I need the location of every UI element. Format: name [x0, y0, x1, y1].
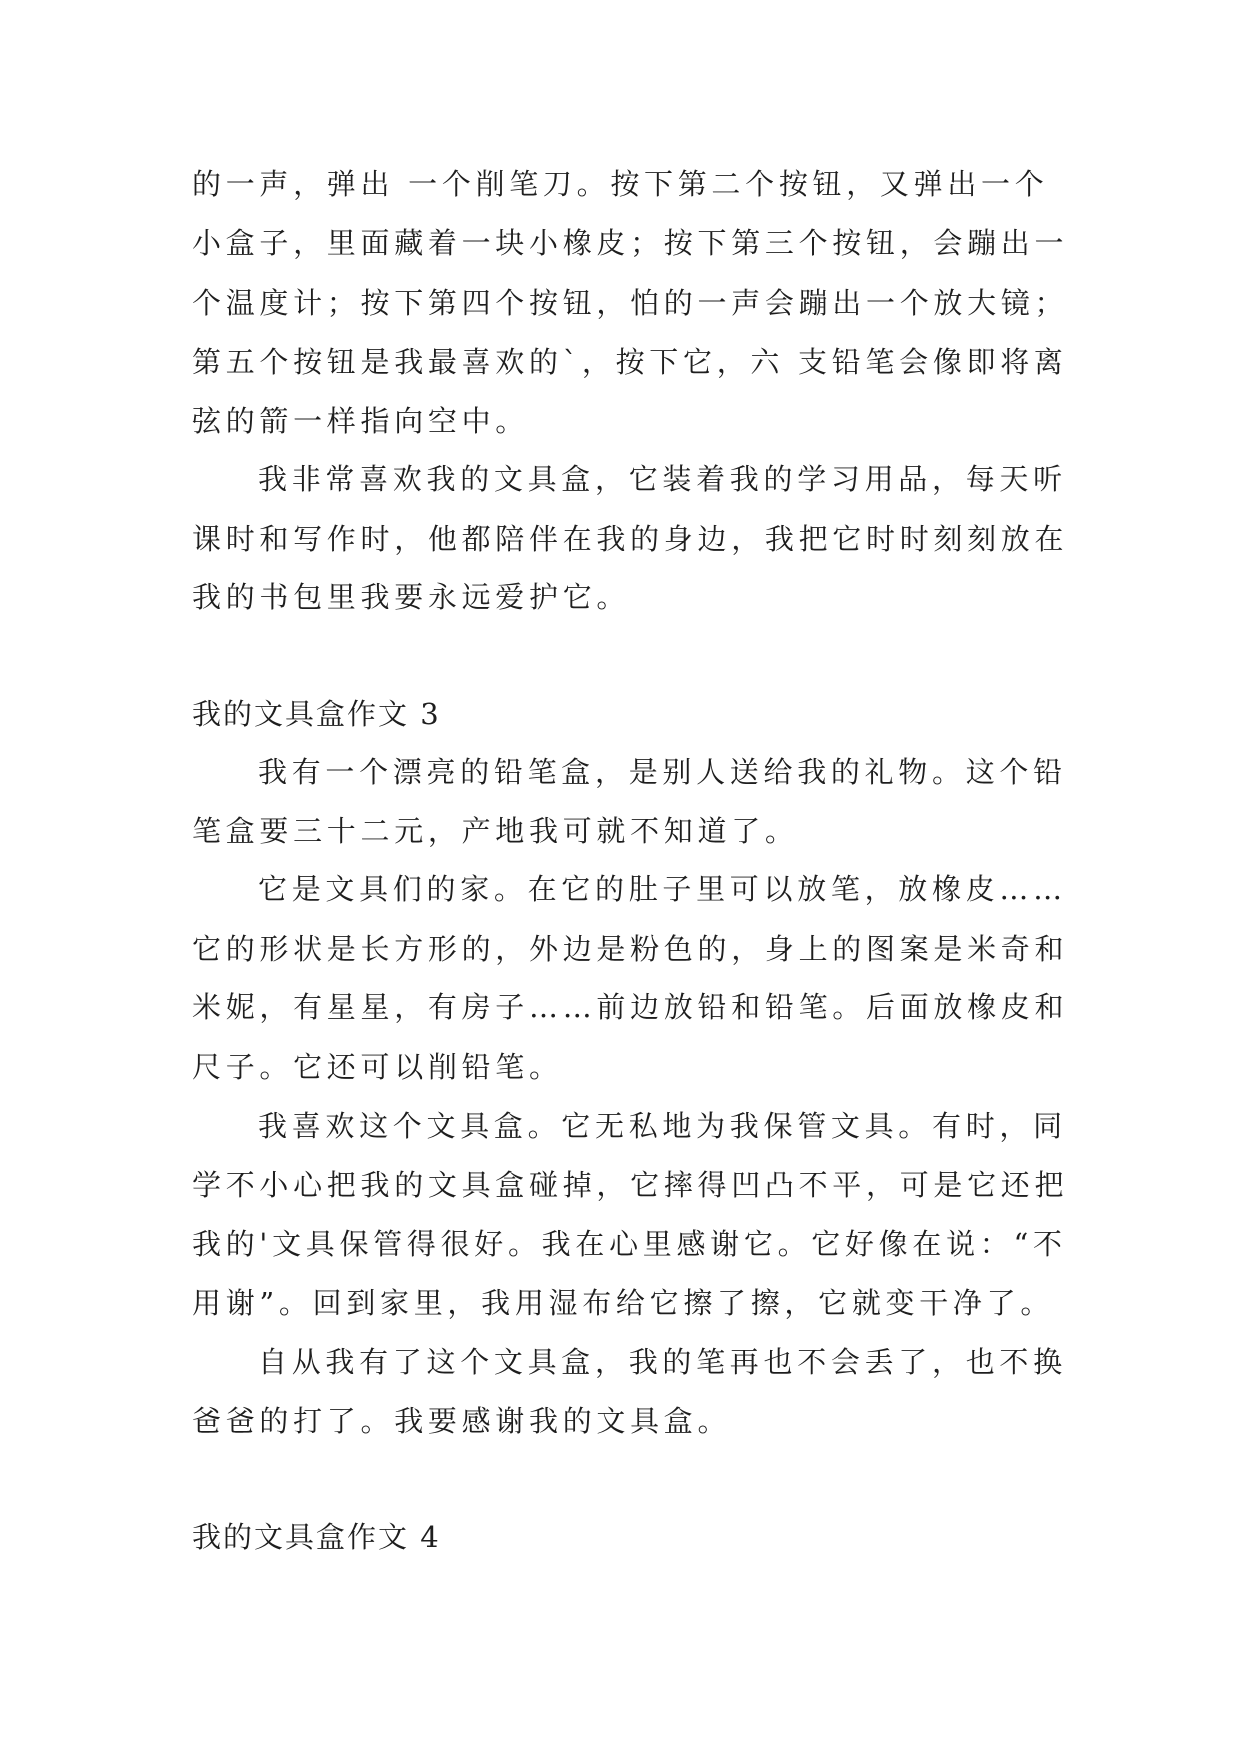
- text-line: 的一声，弹出 一个削笔刀。按下第二个按钮，又弹出一个: [192, 167, 1049, 201]
- text-line: 我有一个漂亮的铅笔盒，是别人送给我的礼物。这个铅: [258, 755, 1067, 789]
- text-line: 尺子。它还可以削铅笔。: [192, 1050, 563, 1084]
- text-line: 我喜欢这个文具盒。它无私地为我保管文具。有时，同: [258, 1109, 1067, 1143]
- text-line: 它的形状是长方形的，外边是粉色的，身上的图案是米奇和: [192, 932, 1069, 966]
- text-line: 小盒子，里面藏着一块小橡皮；按下第三个按钮，会蹦出一: [192, 226, 1069, 260]
- text-line: 学不小心把我的文具盒碰掉，它摔得凹凸不平，可是它还把: [192, 1168, 1069, 1202]
- text-line: 我非常喜欢我的文具盒，它装着我的学习用品，每天听: [258, 462, 1067, 496]
- text-line: 课时和写作时，他都陪伴在我的身边，我把它时时刻刻放在: [192, 522, 1069, 556]
- text-line: 用谢”。回到家里，我用湿布给它擦了擦，它就变干净了。: [192, 1286, 1055, 1320]
- text-line: 个温度计；按下第四个按钮，怕的一声会蹦出一个放大镜；: [192, 286, 1069, 320]
- section-heading: 我的文具盒作文 3: [192, 697, 441, 731]
- text-line: 笔盒要三十二元，产地我可就不知道了。: [192, 814, 799, 848]
- text-line: 弦的箭一样指向空中。: [192, 404, 530, 438]
- text-line: 自从我有了这个文具盒，我的笔再也不会丢了，也不换: [258, 1345, 1067, 1379]
- text-line: 我的'文具保管得很好。我在心里感谢它。它好像在说：“不: [192, 1227, 1067, 1261]
- text-line: 爸爸的打了。我要感谢我的文具盒。: [192, 1404, 732, 1438]
- text-line: 我的书包里我要永远爱护它。: [192, 580, 631, 614]
- text-line: 米妮，有星星，有房子……前边放铅和铅笔。后面放橡皮和: [192, 990, 1069, 1024]
- text-line: 它是文具们的家。在它的肚子里可以放笔，放橡皮……: [258, 872, 1067, 906]
- section-heading: 我的文具盒作文 4: [192, 1520, 441, 1554]
- text-line: 第五个按钮是我最喜欢的`，按下它，六 支铅笔会像即将离: [192, 345, 1068, 379]
